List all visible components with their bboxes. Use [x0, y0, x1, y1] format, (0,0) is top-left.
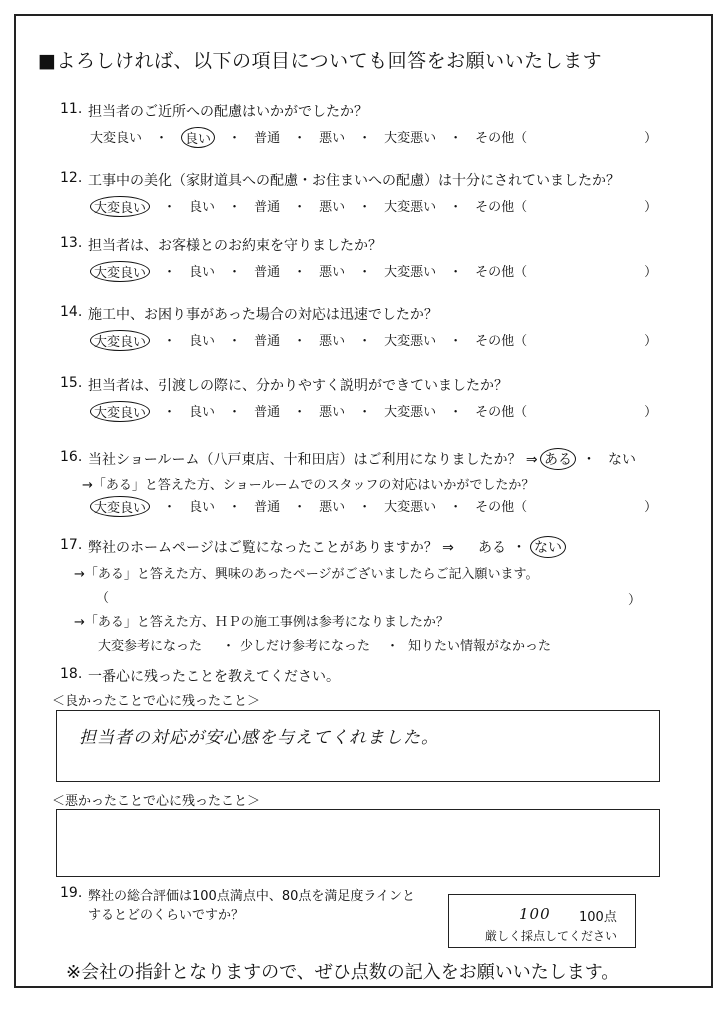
- q13-option-6[interactable]: その他（ ）: [475, 265, 658, 280]
- option-separator: ・: [436, 265, 476, 280]
- q14-text: 施工中、お困り事があった場合の対応は迅速でしたか？: [88, 307, 438, 323]
- option-separator: ・: [150, 500, 190, 515]
- q16-option-4[interactable]: 悪い: [319, 500, 346, 515]
- option-separator: ・: [345, 131, 385, 146]
- q15-option-5[interactable]: 大変悪い: [384, 405, 437, 420]
- q11-option-6[interactable]: その他（ ）: [475, 131, 658, 146]
- q16-option-3[interactable]: 普通: [254, 500, 281, 515]
- q11-options: [90, 127, 657, 148]
- q12-options: [90, 196, 657, 217]
- q12-text: 工事中の美化（家財道具への配慮・お住まいへの配慮）は十分にされていましたか？: [88, 173, 620, 189]
- q17-choice-1[interactable]: 大変参考になった: [98, 639, 203, 654]
- q11-option-2[interactable]: 良い: [181, 127, 215, 148]
- q17-followup2: →「ある」と答えた方、ＨＰの施工事例は参考になりましたか？: [74, 615, 449, 630]
- q11-option-1[interactable]: 大変良い: [90, 131, 143, 146]
- q16-option-6[interactable]: その他（ ）: [475, 500, 658, 515]
- q11-text: 担当者のご近所への配慮はいかがでしたか？: [88, 104, 368, 120]
- q14-option-4[interactable]: 悪い: [319, 334, 346, 349]
- option-separator: ・: [345, 334, 385, 349]
- q17-choice-2[interactable]: 少しだけ参考になった: [240, 639, 371, 654]
- q15-text: 担当者は、引渡しの際に、分かりやすく説明ができていましたか？: [88, 378, 508, 394]
- q14-option-1[interactable]: 大変良い: [90, 330, 150, 351]
- q15-option-3[interactable]: 普通: [254, 405, 281, 420]
- q18-number: 18.: [60, 666, 83, 682]
- q19-number: 19.: [60, 885, 83, 901]
- q18-good-label: ＜良かったことで心に残ったこと＞: [52, 694, 261, 709]
- option-separator: ・: [215, 131, 255, 146]
- q13-options: [90, 261, 657, 282]
- q16-no-option[interactable]: ない: [608, 452, 636, 468]
- q12-option-5[interactable]: 大変悪い: [384, 200, 437, 215]
- q17-followup1: →「ある」と答えた方、興味のあったページがございましたらご記入願います。: [74, 567, 539, 582]
- option-separator: ・: [215, 334, 255, 349]
- option-separator: ・: [345, 405, 385, 420]
- q12-option-2[interactable]: 良い: [189, 200, 216, 215]
- option-separator: ・: [436, 131, 476, 146]
- q12-option-1[interactable]: 大変良い: [90, 196, 150, 217]
- q14-options: [90, 330, 657, 351]
- q15-options: [90, 401, 657, 422]
- option-separator: ・: [142, 131, 182, 146]
- q14-number: 14.: [60, 304, 83, 320]
- q16-followup: →「ある」と答えた方、ショールームでのスタッフの対応はいかがでしたか？: [82, 478, 535, 493]
- option-separator: ・: [436, 405, 476, 420]
- option-separator: ・: [280, 405, 320, 420]
- q17-no-option[interactable]: ない: [530, 536, 566, 558]
- q19-score-box[interactable]: [448, 894, 636, 948]
- option-separator: ・: [150, 200, 190, 215]
- q17-paren-close: ）: [628, 593, 642, 608]
- q15-option-4[interactable]: 悪い: [319, 405, 346, 420]
- q19-score: 100: [519, 905, 551, 923]
- option-separator: ・: [150, 334, 190, 349]
- q13-option-2[interactable]: 良い: [189, 265, 216, 280]
- q13-option-4[interactable]: 悪い: [319, 265, 346, 280]
- q16-option-1[interactable]: 大変良い: [90, 496, 150, 517]
- q16-options: [90, 496, 657, 517]
- q18-bad-box[interactable]: [56, 809, 660, 877]
- form-title: ■よろしければ、以下の項目についても回答をお願いいたします: [38, 50, 603, 72]
- q15-option-2[interactable]: 良い: [189, 405, 216, 420]
- option-separator: ・: [436, 500, 476, 515]
- q15-number: 15.: [60, 375, 83, 391]
- option-separator: ・: [215, 500, 255, 515]
- q12-option-3[interactable]: 普通: [254, 200, 281, 215]
- option-separator: ・: [215, 405, 255, 420]
- q15-option-6[interactable]: その他（ ）: [475, 405, 658, 420]
- option-separator: ・: [345, 500, 385, 515]
- q18-good-box[interactable]: [56, 710, 660, 782]
- option-separator: ・: [150, 405, 190, 420]
- q16-option-2[interactable]: 良い: [189, 500, 216, 515]
- option-separator: ・: [345, 265, 385, 280]
- q13-number: 13.: [60, 235, 83, 251]
- option-separator: ・: [280, 200, 320, 215]
- q17-choice-3[interactable]: 知りたい情報がなかった: [408, 639, 552, 654]
- option-separator: ・: [345, 200, 385, 215]
- q17-yes-option[interactable]: ある: [478, 540, 506, 556]
- q14-option-3[interactable]: 普通: [254, 334, 281, 349]
- option-separator: ・: [280, 131, 320, 146]
- option-separator: ・: [215, 265, 255, 280]
- option-separator: ・: [436, 200, 476, 215]
- option-separator: ・: [150, 265, 190, 280]
- q16-yes-option[interactable]: ある: [540, 448, 576, 470]
- q13-option-3[interactable]: 普通: [254, 265, 281, 280]
- q18-good-answer: 担当者の対応が安心感を与えてくれました。: [79, 728, 439, 748]
- q18-text: 一番心に残ったことを教えてください。: [88, 669, 340, 685]
- q11-option-3[interactable]: 普通: [254, 131, 281, 146]
- q13-text: 担当者は、お客様とのお約束を守りましたか？: [88, 238, 382, 254]
- q17-paren-open: （: [96, 591, 110, 606]
- footer-note: ※会社の指針となりますので、ぜひ点数の記入をお願いいたします。: [66, 962, 620, 983]
- q19-line1: 弊社の総合評価は100点満点中、80点を満足度ラインと: [88, 889, 415, 904]
- q16-text: 当社ショールーム（八戸東店、十和田店）はご利用になりましたか？ ⇒: [88, 452, 538, 468]
- q16-option-5[interactable]: 大変悪い: [384, 500, 437, 515]
- q13-option-5[interactable]: 大変悪い: [384, 265, 437, 280]
- option-separator: ・: [280, 265, 320, 280]
- q12-option-6[interactable]: その他（ ）: [475, 200, 658, 215]
- q15-option-1[interactable]: 大変良い: [90, 401, 150, 422]
- q19-unit: 100点: [579, 910, 617, 925]
- q17-number: 17.: [60, 537, 83, 553]
- q16-number: 16.: [60, 449, 83, 465]
- q12-option-4[interactable]: 悪い: [319, 200, 346, 215]
- option-separator: ・: [436, 334, 476, 349]
- q11-option-5[interactable]: 大変悪い: [384, 131, 437, 146]
- q19-note: 厳しく採点してください: [485, 929, 618, 943]
- q14-option-6[interactable]: その他（ ）: [475, 334, 658, 349]
- q11-option-4[interactable]: 悪い: [319, 131, 346, 146]
- q19-line2: するとどのくらいですか？: [88, 908, 245, 923]
- q14-option-5[interactable]: 大変悪い: [384, 334, 437, 349]
- option-separator: ・: [280, 500, 320, 515]
- q18-bad-label: ＜悪かったことで心に残ったこと＞: [52, 794, 261, 809]
- q11-number: 11.: [60, 101, 83, 117]
- option-separator: ・: [215, 200, 255, 215]
- q13-option-1[interactable]: 大変良い: [90, 261, 150, 282]
- option-separator: ・: [280, 334, 320, 349]
- q17-text: 弊社のホームページはご覧になったことがありますか？ ⇒: [88, 540, 454, 556]
- q14-option-2[interactable]: 良い: [189, 334, 216, 349]
- q12-number: 12.: [60, 170, 83, 186]
